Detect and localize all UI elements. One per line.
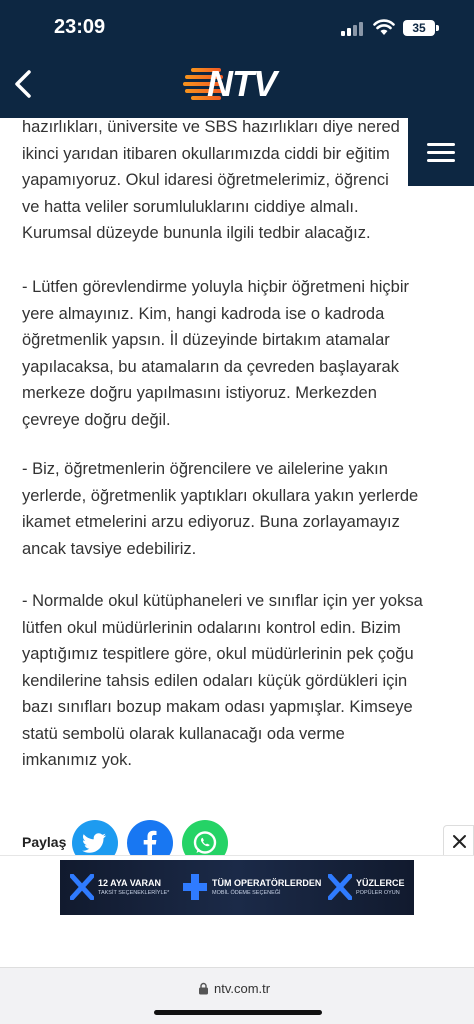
paragraph-line: ikinci yarıdan itibaren okullarımızda ciddi bir eğitim [22, 144, 390, 163]
article-paragraph [22, 588, 452, 774]
ad-close-button[interactable] [443, 825, 474, 856]
paragraph-line: lütfen okul müdürlerinin odalarını kontrol edin. Bizim [22, 618, 401, 637]
logo-text: NTV [207, 63, 276, 104]
close-icon [444, 826, 474, 857]
paragraph-line: kendilerine tahsis edilen odaları küçük gördükleri için [22, 671, 408, 690]
ad-item-title: 12 AYA VARAN [98, 878, 162, 888]
chevron-left-icon [8, 64, 42, 104]
ad-item [322, 860, 414, 915]
status-time: 23:09 [54, 16, 106, 38]
x-logo-icon [328, 874, 352, 900]
wifi-icon [373, 18, 395, 36]
ad-item-subtitle: MOBİL ÖDEME SEÇENEĞİ [212, 890, 281, 896]
paragraph-line: yapamıyoruz. Okul idaresi öğretmelerimiz, öğrenci [22, 171, 389, 189]
menu-button[interactable] [408, 118, 474, 186]
ad-item [60, 860, 178, 915]
paragraph-line: merkeze doğru yapılmasını istiyoruz. Merkezden [22, 384, 377, 402]
url-text: ntv.com.tr [214, 981, 271, 996]
browser-address-bar[interactable] [0, 967, 474, 1024]
status-bar [0, 0, 474, 56]
paragraph-line: - Normalde okul kütüphaneleri ve sınıflar için yer yoksa [22, 592, 423, 610]
ad-item-title: TÜM OPERATÖRLERDEN [212, 878, 322, 888]
paragraph-line: ikamet etmelerini arzu ediyoruz. Buna zorlayamayız [22, 513, 400, 531]
paragraph-line: çevreye doğru değil. [22, 410, 171, 429]
ad-banner[interactable] [60, 860, 414, 915]
paragraph-line: statü sembolü olarak kullanacağı oda verme [22, 724, 345, 743]
battery-tip [436, 25, 439, 31]
paragraph-line: - Biz, öğretmenlerin öğrencilere ve ailelerine yakın [22, 460, 388, 478]
ad-item-subtitle: POPÜLER OYUN [356, 890, 400, 896]
paragraph-line: Kurumsal düzeyde bununla ilgili tedbir alacağız. [22, 224, 371, 242]
article-paragraph [22, 274, 452, 433]
home-indicator [154, 1010, 322, 1015]
paragraph-line: imkanımız yok. [22, 751, 133, 769]
paragraph-line: - Lütfen görevlendirme yoluyla hiçbir öğretmeni hiçbir [22, 278, 410, 296]
cellular-signal-icon [341, 22, 363, 36]
paragraph-line: bazı sınıfları bozup makam odası yapmışlar. Kimseye [22, 698, 413, 716]
ad-item-subtitle: TAKSİT SEÇENEKLERİYLE* [98, 890, 170, 896]
ad-item [178, 860, 322, 915]
plus-logo-icon [182, 872, 208, 902]
paragraph-line: ve hatta veliler sorumluluklarını ciddiye almalı. [22, 197, 359, 216]
x-logo-icon [70, 874, 94, 900]
article-paragraph [22, 456, 452, 562]
paragraph-line: yaptığımız tespitlere göre, okul müdürlerinin pek çoğu [22, 645, 414, 663]
article-paragraph [22, 114, 412, 247]
paragraph-line: ancak tavsiye edebiliriz. [22, 539, 197, 558]
lock-icon [198, 982, 209, 995]
battery-indicator: 35 [403, 20, 435, 36]
paragraph-line: yere almayınız. Kim, hangi kadroda ise o kadroda [22, 304, 385, 323]
paragraph-line: öğretmenlik yapsın. İl düzeyinde birtakım atamalar [22, 331, 390, 349]
ad-item-title: YÜZLERCE [356, 878, 405, 888]
app-header [0, 0, 474, 118]
paragraph-line: yerlerde, öğretmenlik yaptıkları okullara yakın yerlerde [22, 486, 419, 505]
paragraph-line: yapılacaksa, bu atamaların da çevreden başlayarak [22, 357, 399, 376]
paragraph-line: hazırlıkları, üniversite ve SBS hazırlıkları diye nered [22, 118, 400, 136]
share-label: Paylaş [22, 834, 67, 850]
back-button[interactable] [8, 64, 42, 104]
ntv-logo[interactable] [183, 62, 293, 106]
